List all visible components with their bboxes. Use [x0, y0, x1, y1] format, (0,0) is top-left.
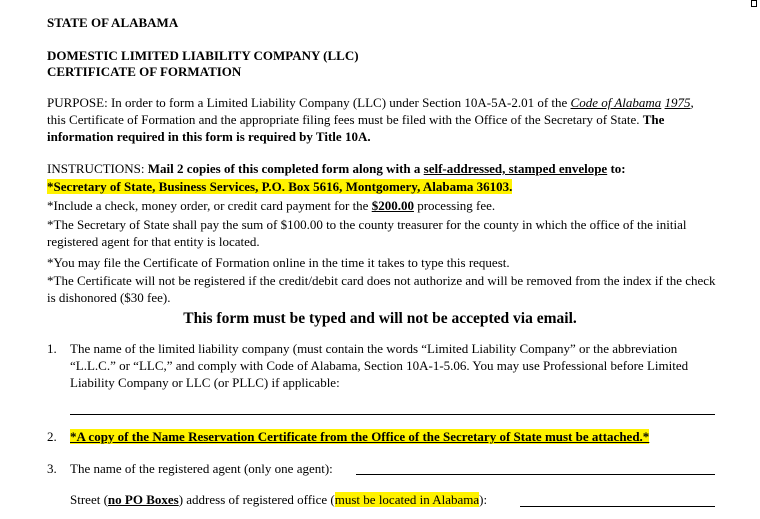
purpose-lead: PURPOSE: In order to form a Limited Liability Company (LLC) under Section 10A-5A-2.01 of the — [47, 95, 571, 110]
street-address-field[interactable] — [520, 506, 715, 507]
item-3-number: 3. — [47, 461, 57, 476]
card-instruction: *The Certificate will not be registered if the credit/debit card does not authorize and will be removed from the index if the check is dishonored ($30 fee). — [47, 273, 716, 305]
online-instruction: *You may file the Certificate of Formation online in the time it takes to type this request. — [47, 255, 510, 270]
item-3 — [47, 460, 717, 478]
llc-name-field[interactable] — [70, 414, 715, 415]
county-instruction: *The Secretary of State shall pay the sum of $100.00 to the county treasurer for the county in which the office of the initial registered agent for that entity is located. — [47, 217, 687, 249]
name-reservation-note: *A copy of the Name Reservation Certificate from the Office of the Secretary of State must be attached.* — [70, 429, 650, 444]
street-pre: Street ( — [70, 492, 108, 507]
item-1-text: The name of the limited liability company (must contain the words “Limited Liability Company” or the abbreviation “L.L.C.” or “LLC,” and comply with Code of Alabama, Section 10A-1-5.06. You may use Professional before Limited Liability Company or LLC (or PLLC) if applicable: — [70, 341, 689, 390]
registered-agent-field[interactable] — [356, 474, 715, 475]
item-2-number: 2. — [47, 429, 57, 444]
instructions-envelope: self-addressed, stamped envelope — [423, 161, 608, 176]
form-title-line1: DOMESTIC LIMITED LIABILITY COMPANY (LLC) — [47, 48, 359, 63]
no-po-boxes: no PO Boxes — [107, 492, 179, 507]
fee-post: processing fee. — [413, 198, 496, 213]
mail-address-line — [47, 178, 717, 195]
street-post: ): — [479, 492, 488, 507]
form-title-line2: CERTIFICATE OF FORMATION — [47, 64, 242, 79]
purpose-rest: , this Certificate of Formation and the appropriate filing fees must be filed with the Office of the Secretary of State. — [47, 95, 694, 127]
instructions-lead: INSTRUCTIONS: — [47, 161, 148, 176]
fee-pre: *Include a check, money order, or credit card payment for the — [47, 198, 372, 213]
purpose-paragraph — [47, 94, 712, 145]
corner-mark — [751, 0, 757, 7]
street-mid: ) address of registered office ( — [178, 492, 335, 507]
code-reference: Code of Alabama — [570, 95, 662, 110]
instructions-line — [47, 160, 717, 177]
instructions-mail: Mail 2 copies of this completed form along with a — [147, 161, 424, 176]
item-3-text: The name of the registered agent (only one agent): — [70, 461, 333, 476]
code-year: 1975 — [664, 95, 691, 110]
fee-line — [47, 197, 717, 214]
instructions-to: to: — [607, 161, 626, 176]
typed-notice: This form must be typed and will not be accepted via email. — [183, 310, 577, 327]
fee-amount: $200.00 — [371, 198, 414, 213]
street-address-label — [70, 491, 530, 508]
purpose-bold-tail: The information required in this form is required by Title 10A. — [47, 112, 665, 144]
item-1 — [47, 340, 717, 392]
item-2 — [47, 428, 717, 446]
mail-address: *Secretary of State, Business Services, P.O. Box 5616, Montgomery, Alabama 36103. — [47, 179, 513, 194]
item-1-number: 1. — [47, 341, 57, 356]
state-heading: STATE OF ALABAMA — [47, 15, 179, 30]
alabama-requirement: must be located in Alabama — [334, 492, 480, 507]
